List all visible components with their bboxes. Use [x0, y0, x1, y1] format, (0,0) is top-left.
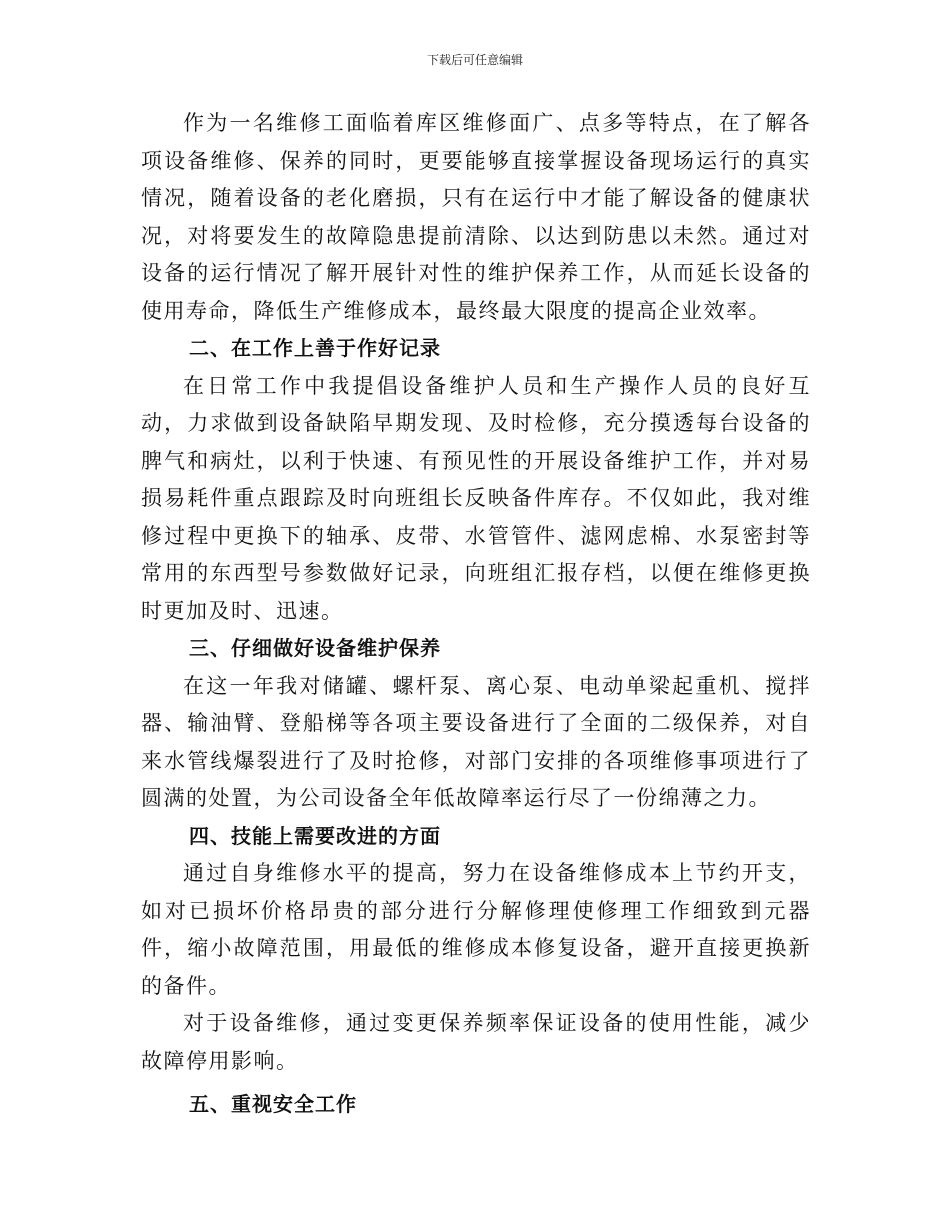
section-heading-records: 二、在工作上善于作好记录	[189, 336, 441, 360]
section-heading-safety: 五、重视安全工作	[189, 1092, 357, 1116]
paragraph-skills: 通过自身维修水平的提高，努力在设备维修成本上节约开支，如对已损坏价格昂贵的部分进行分解修理使修理工作细致到元器件，缩小故障范围，用最低的维修成本修复设备，避开直接更换新的备件。	[141, 861, 811, 998]
section-heading-skills: 四、技能上需要改进的方面	[189, 823, 441, 848]
paragraph-intro: 作为一名维修工面临着库区维修面广、点多等特点，在了解各项设备维修、保养的同时，更要能够直接掌握设备现场运行的真实情况，随着设备的老化磨损，只有在运行中才能了解设备的健康状况，对将要发生的故障隐患提前清除、以达到防患以未然。通过对设备的运行情况了解开展针对性的维护保养工作，从而延长设备的使用寿命，降低生产维修成本，最终最大限度的提高企业效率。	[141, 111, 811, 323]
section-heading-maintenance: 三、仔细做好设备维护保养	[189, 636, 441, 660]
page-header: 下载后可任意编辑	[426, 53, 523, 67]
paragraph-records: 在日常工作中我提倡设备维护人员和生产操作人员的良好互动，力求做到设备缺陷早期发现、及时检修，充分摸透每台设备的脾气和病灶，以利于快速、有预见性的开展设备维护工作，并对易损易耗件重点跟踪及时向班组长反映备件库存。不仅如此，我对维修过程中更换下的轴承、皮带、水管管件、滤网虑棉、水泵密封等常用的东西型号参数做好记录，向班组汇报存档，以便在维修更换时更加及时、迅速。	[141, 373, 811, 623]
document-body	[141, 105, 811, 1124]
paragraph-frequency: 对于设备维修，通过变更保养频率保证设备的使用性能，减少故障停用影响。	[141, 1011, 811, 1073]
paragraph-maintenance: 在这一年我对储罐、螺杆泵、离心泵、电动单梁起重机、搅拌器、输油臂、登船梯等各项主要设备进行了全面的二级保养，对自来水管线爆裂进行了及时抢修，对部门安排的各项维修事项进行了圆满的处置，为公司设备全年低故障率运行尽了一份绵薄之力。	[141, 673, 811, 810]
